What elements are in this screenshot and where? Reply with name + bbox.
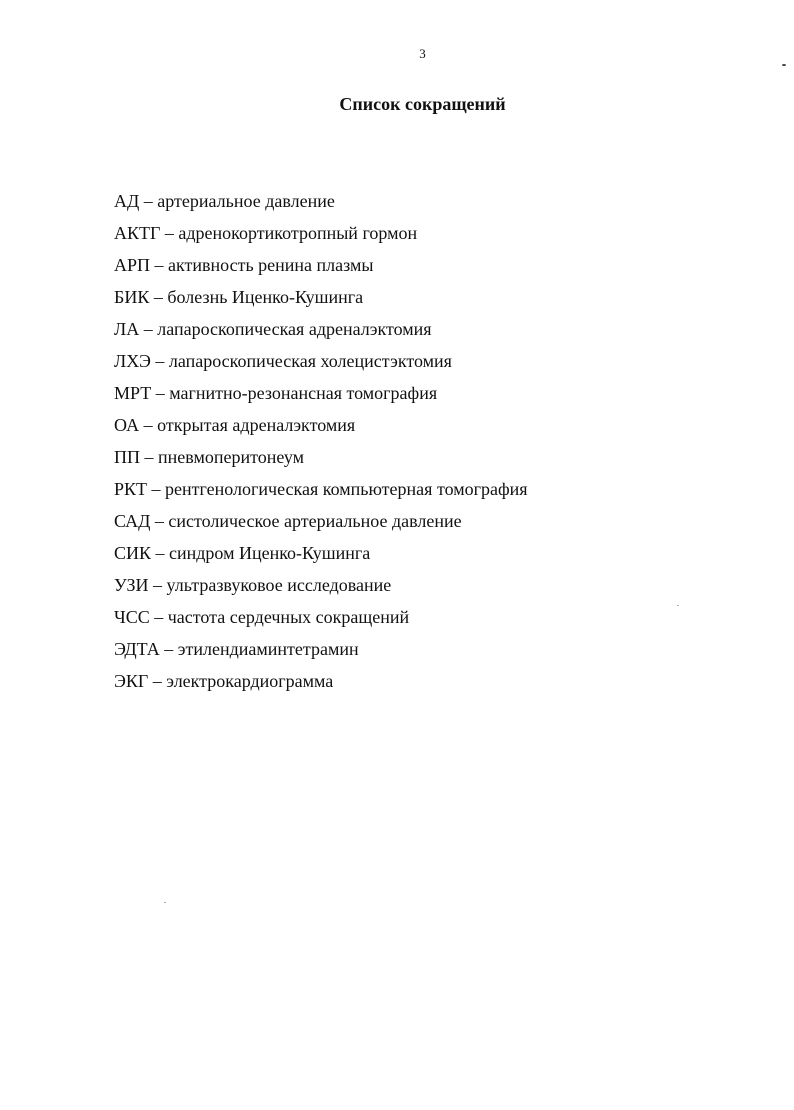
abbreviation-separator: –: [150, 255, 169, 275]
abbreviation-term: ЛХЭ: [114, 351, 151, 371]
list-item: [114, 317, 528, 349]
abbreviation-term: ЛА: [114, 319, 140, 339]
abbreviation-term: ЭКГ: [114, 671, 149, 691]
abbreviation-definition: частота сердечных сокращений: [167, 607, 410, 627]
list-item: [114, 413, 528, 445]
scan-speck: [677, 605, 679, 606]
list-item: [114, 349, 528, 381]
abbreviation-separator: –: [160, 223, 179, 243]
abbreviation-term: АРП: [114, 255, 151, 275]
abbreviation-separator: –: [151, 543, 170, 563]
abbreviation-term: РКТ: [114, 479, 148, 499]
page-number: 3: [419, 46, 426, 61]
list-item: [114, 285, 528, 317]
list-item: [114, 253, 528, 285]
list-item: [114, 381, 528, 413]
abbreviation-separator: –: [151, 383, 170, 403]
abbreviation-separator: –: [140, 447, 158, 467]
abbreviation-definition: лапароскопическая холецистэктомия: [168, 351, 452, 371]
abbreviation-separator: –: [139, 191, 158, 211]
abbreviation-term: УЗИ: [114, 575, 149, 595]
abbreviation-separator: –: [159, 639, 178, 659]
abbreviation-term: СИК: [114, 543, 152, 563]
page-title: Список сокращений: [339, 94, 506, 114]
abbreviation-definition: открытая адреналэктомия: [157, 415, 356, 435]
list-item: [114, 605, 528, 637]
abbreviation-term: ЧСС: [114, 607, 150, 627]
list-item: [114, 541, 528, 573]
abbreviation-list: [114, 189, 528, 701]
abbreviation-separator: –: [150, 511, 169, 531]
abbreviation-separator: –: [150, 351, 169, 371]
abbreviation-definition: артериальное давление: [157, 191, 335, 211]
abbreviation-term: ЭДТА: [114, 639, 160, 659]
list-item: [114, 669, 528, 701]
list-item: [114, 637, 528, 669]
abbreviation-term: МРТ: [114, 383, 152, 403]
abbreviation-definition: систолическое артериальное давление: [168, 511, 462, 531]
abbreviation-definition: синдром Иценко-Кушинга: [169, 543, 371, 563]
abbreviation-definition: магнитно-резонансная томография: [169, 383, 438, 403]
abbreviation-definition: этилендиаминтетрамин: [177, 639, 359, 659]
abbreviation-term: САД: [114, 511, 151, 531]
abbreviation-definition: электрокардиограмма: [166, 671, 334, 691]
abbreviation-definition: ультразвуковое исследование: [166, 575, 392, 595]
abbreviation-separator: –: [149, 287, 168, 307]
list-item: [114, 477, 528, 509]
abbreviation-separator: –: [149, 607, 168, 627]
scan-speck: [782, 64, 786, 66]
abbreviation-term: БИК: [114, 287, 150, 307]
abbreviation-term: АКТГ: [114, 223, 161, 243]
abbreviation-separator: –: [147, 479, 166, 499]
list-item: [114, 189, 528, 221]
abbreviation-term: ПП: [114, 447, 140, 467]
abbreviation-separator: –: [139, 319, 158, 339]
list-item: [114, 445, 528, 477]
abbreviation-term: АД: [114, 191, 140, 211]
abbreviation-definition: рентгенологическая компьютерная томография: [165, 479, 528, 499]
abbreviation-separator: –: [139, 415, 158, 435]
list-item: [114, 573, 528, 605]
abbreviation-definition: адренокортикотропный гормон: [178, 223, 418, 243]
list-item: [114, 221, 528, 253]
abbreviation-definition: болезнь Иценко-Кушинга: [167, 287, 364, 307]
abbreviation-definition: лапароскопическая адреналэктомия: [157, 319, 432, 339]
list-item: [114, 509, 528, 541]
scan-speck: [164, 902, 166, 903]
abbreviation-separator: –: [148, 671, 167, 691]
abbreviation-definition: пневмоперитонеум: [158, 447, 305, 467]
abbreviation-definition: активность ренина плазмы: [168, 255, 374, 275]
abbreviation-term: ОА: [114, 415, 140, 435]
abbreviation-separator: –: [148, 575, 167, 595]
